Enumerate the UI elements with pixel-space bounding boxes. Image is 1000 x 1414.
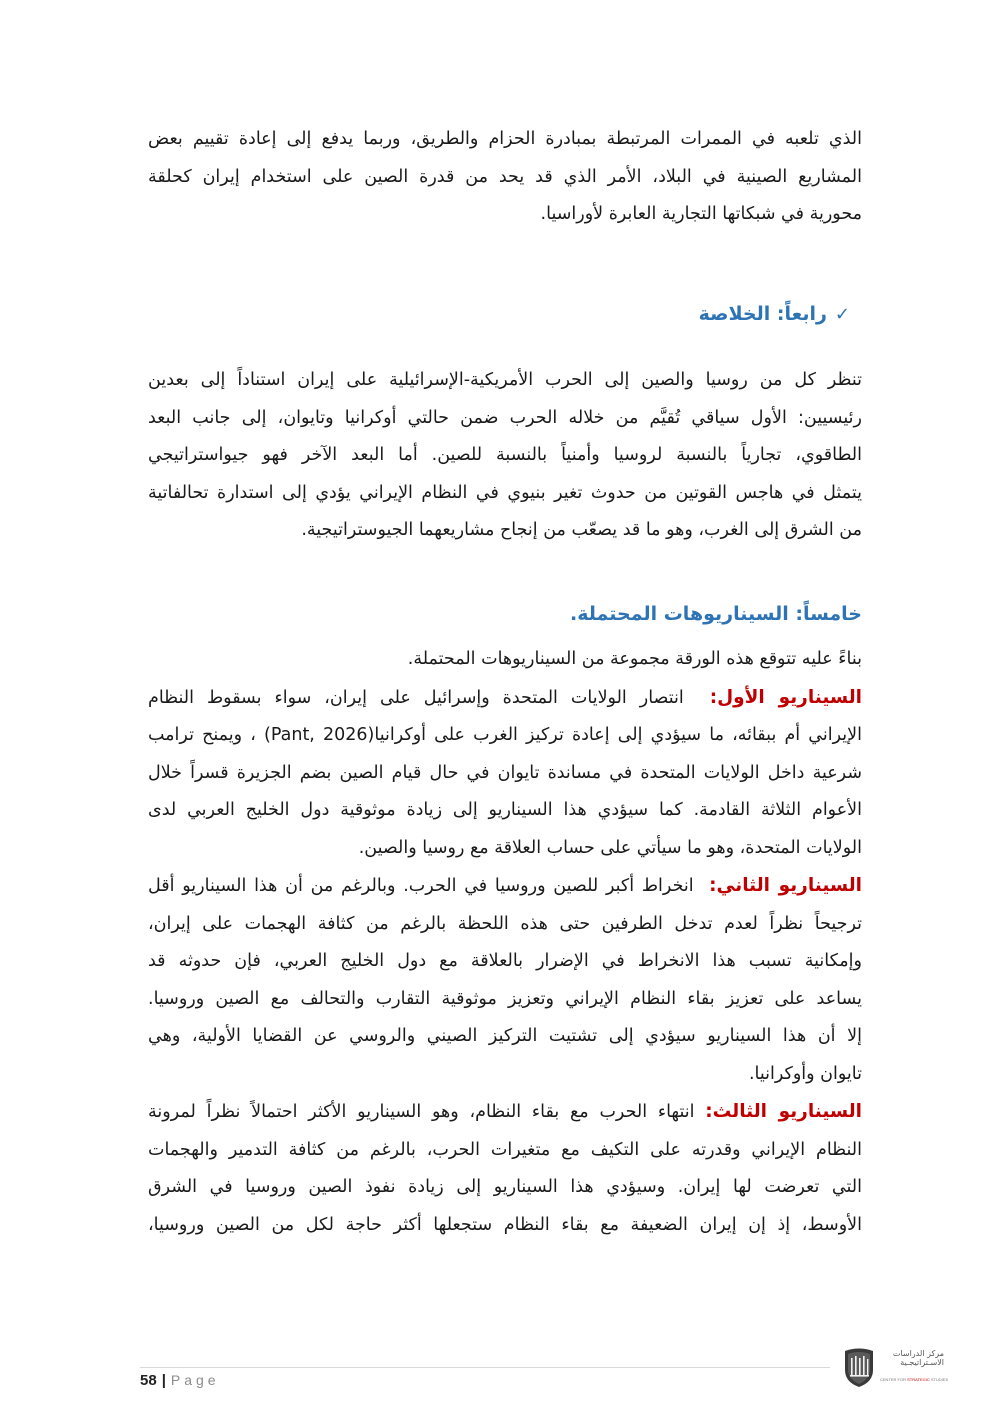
text-line: التي تعرضت لها إيران. وسيؤدي هذا السيناريو إلى زيادة نفوذ الصين وروسيا في الشرق bbox=[148, 1177, 862, 1197]
text-line: النظام الإيراني وقدرته على التكيف مع متغيرات الحرب، بالرغم من كثافة التدمير والهجمات bbox=[148, 1139, 862, 1160]
logo-en-highlight: STRATEGIC bbox=[907, 1377, 930, 1382]
text-line: الأعوام الثلاثة القادمة. كما سيؤدي هذا السيناريو إلى زيادة موثوقية دول الخليج العربي لدى bbox=[148, 800, 862, 820]
text-line: الطاقوي، تجارياً بالنسبة لروسيا وأمنياً بالنسبة للصين. أما البعد الآخر فهو جيواستراتيجي bbox=[148, 445, 862, 465]
text-line: من الشرق إلى الغرب، وهو ما قد يصعّب من إنجاح مشاريعهما الجيوستراتيجية. bbox=[301, 520, 862, 540]
page-word: Page bbox=[170, 1372, 220, 1388]
scenario-3-label: السيناريو الثالث: bbox=[705, 1101, 862, 1122]
text-span: انخراط أكبر للصين وروسيا في الحرب. وبالرغم من أن هذا السيناريو أقل bbox=[148, 876, 694, 896]
text-line: يساعد على تعزيز بقاء النظام الإيراني وتعزيز موثوقية التقارب والتحالف مع الصين وروسيا. bbox=[148, 988, 862, 1009]
logo-line: الاسـتراتيجـية bbox=[900, 1358, 944, 1367]
text-line: الولايات المتحدة، وهو ما سيأتي على حساب العلاقة مع روسيا والصين. bbox=[358, 837, 862, 858]
scenario-1-label: السيناريو الأول: bbox=[709, 686, 862, 708]
logo-line: مركز الدراسات bbox=[892, 1349, 944, 1358]
text-line: ترجيحاً نظراً لعدم تدخل الطرفين حتى هذه اللحظة بالرغم من كثافة الهجمات على إيران، bbox=[148, 913, 862, 934]
text-line: رئيسيين: الأول سياقي تُقيَّم من خلاله الحرب ضمن حالتي أوكرانيا وتايوان، إلى جانب البعد bbox=[148, 407, 862, 428]
text-line: تنظر كل من روسيا والصين إلى الحرب الأمريكية-الإسرائيلية على إيران استناداً إلى بعدين bbox=[148, 370, 862, 390]
intro-paragraph bbox=[148, 121, 862, 234]
page-separator: | bbox=[161, 1372, 166, 1389]
text-line: يتمثل في هاجس القوتين من حدوث تغير بنيوي في النظام الإيراني يؤدي إلى استدارة تحالفاتية bbox=[148, 482, 862, 503]
scenario-2-first-line bbox=[148, 867, 862, 906]
logo-en-prefix: CENTER FOR bbox=[880, 1377, 906, 1382]
text-span: انتصار الولايات المتحدة وإسرائيل على إيران، سواء بسقوط النظام bbox=[148, 687, 684, 708]
page-number-value: 58 bbox=[140, 1372, 157, 1389]
checkmark-icon: ✓ bbox=[834, 304, 850, 325]
conclusion-paragraph bbox=[148, 362, 862, 550]
heading-text: خامساً: السيناريوهات المحتملة. bbox=[570, 603, 862, 625]
logo-name-arabic bbox=[880, 1349, 944, 1367]
text-line: الأوسط، إذ إن إيران الضعيفة مع بقاء النظام ستجعلها أكثر حاجة لكل من الصين وروسيا، bbox=[148, 1214, 862, 1235]
text-line: إلا أن هذا السيناريو سيؤدي إلى تشتيت التركيز الصيني والروسي عن القضايا الأولية، وهي bbox=[148, 1026, 862, 1046]
text-span: انتهاء الحرب مع بقاء النظام، وهو السيناريو الأكثر احتمالاً نظراً لمرونة bbox=[148, 1102, 695, 1122]
shield-logo-icon bbox=[842, 1346, 876, 1388]
text-line: محورية في شبكاتها التجارية العابرة لأوراسيا. bbox=[540, 204, 862, 224]
text-line: شرعية داخل الولايات المتحدة في مساندة تايوان في حال قيام الصين بضم الجزيرة قسراً خلال bbox=[148, 762, 862, 783]
text-line: الذي تلعبه في الممرات المرتبطة بمبادرة الحزام والطريق، وربما يدفع إلى إعادة تقييم بعض bbox=[148, 129, 862, 149]
text-line: وإمكانية تسبب هذا الانخراط في الإضرار بالعلاقة مع دول الخليج العربي، فإن حدوثه قد bbox=[148, 951, 862, 971]
logo-en-suffix: STUDIES bbox=[930, 1377, 949, 1382]
page-number bbox=[140, 1372, 220, 1389]
section-heading-conclusion bbox=[699, 303, 850, 325]
scenarios-body bbox=[148, 641, 862, 1244]
scenario-3-first-line bbox=[148, 1093, 862, 1132]
text-line: المشاريع الصينية في البلاد، الأمر الذي قد يحد من قدرة الصين على استخدام إيران كحلقة bbox=[148, 166, 862, 187]
text-line: الإيراني أم ببقائه، ما سيؤدي إلى إعادة تركيز الغرب على أوكرانيا(Pant, 2026) ، ويمنح ترامب bbox=[148, 725, 862, 745]
scenarios-intro: بناءً عليه تتوقع هذه الورقة مجموعة من السيناريوهات المحتملة. bbox=[407, 649, 862, 669]
logo-name-english bbox=[880, 1377, 950, 1382]
scenario-1-first-line bbox=[148, 679, 862, 718]
text-line: تايوان وأوكرانيا. bbox=[748, 1063, 862, 1084]
section-heading-scenarios bbox=[570, 603, 862, 625]
footer-divider bbox=[140, 1367, 830, 1368]
heading-text: رابعاً: الخلاصة bbox=[698, 303, 827, 325]
organization-logo bbox=[842, 1346, 962, 1390]
scenario-2-label: السيناريو الثاني: bbox=[709, 875, 862, 896]
